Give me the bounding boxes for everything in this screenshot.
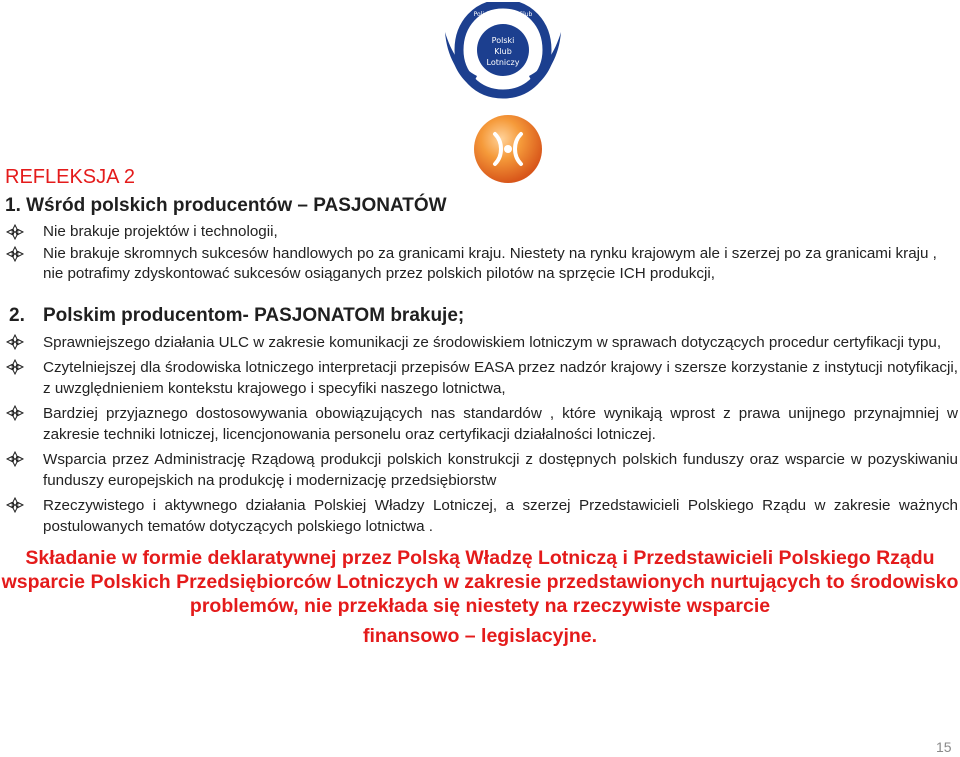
conclusion-last-line: finansowo – legislacyjne. [362,625,598,647]
section-2-bullet-list [6,332,958,541]
polish-aviation-club-logo [437,2,569,106]
diamond-bullet-icon [6,334,24,350]
club-ring-text: Polish Aviation Club [473,11,533,18]
conclusion-main: Składanie w formie deklaratywnej przez Polską Władzę Lotniczą i Przedstawicieli Polskiego Rządu wsparcie Polskich Przedsiębiorców Lotniczych w zakresie przedstawionych nurtujących to środowisko problemów, nie przekłada się niestety na rzeczywiste wsparcie [1,547,959,617]
club-center-line-3: Lotniczy [486,58,520,67]
section-2-heading [9,305,464,327]
bullet-text: Bardziej przyjaznego dostosowywania obowiązujących nas standardów , które wynikają wprost z prawa unijnego przynajmniej w zakresie techniki lotniczej, licencjonowania personelu oraz certyfikacji działalności lotniczej. [43,405,958,443]
list-item [6,332,958,353]
slide-title: REFLEKSJA 2 [5,166,136,188]
bullet-text: Rzeczywistego i aktywnego działania Polskiej Władzy Lotniczej, a szerzej Przedstawicieli Polskiego Rządu w zakresie ważnych postulowanych tematów dotyczących polskiego lotnictwa . [43,497,958,535]
diamond-bullet-icon [6,246,24,262]
section-1-bullet-list [6,222,958,286]
conclusion-text [0,546,960,648]
page-number: 15 [936,739,952,755]
list-item [6,357,958,399]
bullet-text: Czytelniejszej dla środowiska lotniczego interpretacji przepisów EASA przez nadzór krajowy i szersze korzystanie z instytucji notyfikacji, z uwzględnieniem kontekstu krajowego i specyfiki naszego lotnictwa, [43,359,958,397]
orange-orb-logo [471,112,545,186]
list-item [6,244,958,284]
club-center-line-1: Polski [491,36,515,45]
club-center-line-2: Klub [494,47,512,56]
diamond-bullet-icon [6,497,24,513]
bullet-text: Wsparcia przez Administrację Rządową produkcji polskich konstrukcji z dostępnych polskich funduszy oraz wsparcie w pozyskiwaniu funduszy europejskich na produkcję i modernizację przedsiębiorstw [43,451,958,489]
list-item [6,449,958,491]
bullet-text: Nie brakuje skromnych sukcesów handlowych po za granicami kraju. Niestety na rynku krajowym ale i szerzej po za granicami kraju , nie potrafimy zdyskontować sukcesów osiąganych przez polskich pilotów na sprzęcie ICH produkcji, [43,245,937,282]
section-2-number: 2. [9,305,25,326]
list-item [6,222,958,242]
list-item [6,495,958,537]
bullet-text: Sprawniejszego działania ULC w zakresie komunikacji ze środowiskiem lotniczym w sprawach dotyczących procedur certyfikacji typu, [43,334,942,351]
bullet-text: Nie brakuje projektów i technologii, [43,223,278,240]
diamond-bullet-icon [6,451,24,467]
section-1-heading: 1. Wśród polskich producentów – PASJONATÓW [5,195,447,216]
diamond-bullet-icon [6,405,24,421]
list-item [6,403,958,445]
section-2-heading-text: Polskim producentom- PASJONATOM brakuje; [43,305,465,326]
diamond-bullet-icon [6,224,24,240]
diamond-bullet-icon [6,359,24,375]
